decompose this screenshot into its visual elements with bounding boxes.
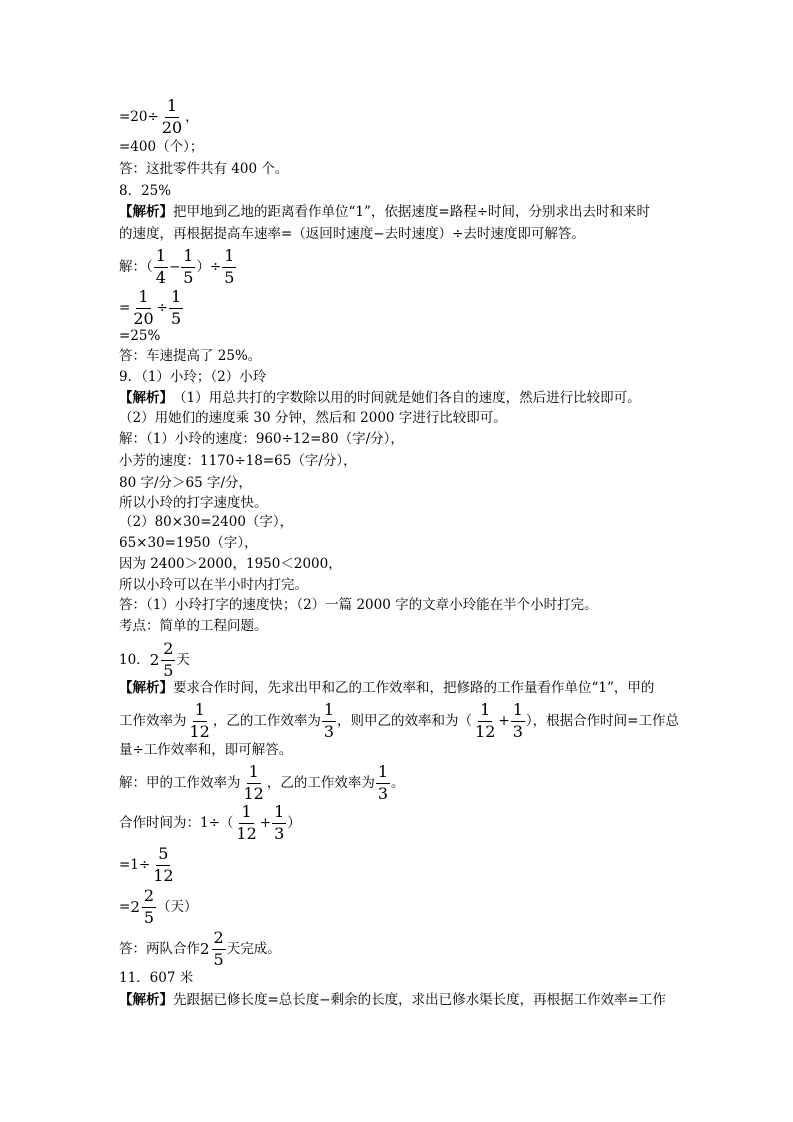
analysis-line: 的速度，再根据提高车速率=（返回时速度−去时速度）÷去时速度即可解答。 (119, 226, 585, 242)
solution-line: = 2 $\frac{2}{5}$ （天） (119, 886, 198, 927)
fraction: $\frac{2}{5}$ (213, 928, 224, 969)
analysis-line: 量÷工作效率和，即可解答。 (119, 742, 293, 758)
text: 先跟据已修长度=总长度−剩余的长度，求出已修水渠长度，再根据工作效率=工作 (173, 992, 666, 1008)
fraction: $\frac{1}{3}$ (274, 802, 285, 843)
fraction: $\frac{1}{12}$ (189, 700, 210, 741)
text: （1）用总共打的字数除以用的时间就是她们各自的速度，然后进行比较即可。 (173, 390, 641, 406)
fraction: $\frac{1}{20}$ (133, 287, 154, 328)
question-heading: 10． 2 $\frac{2}{5}$ 天 (119, 639, 190, 680)
question-heading: 11．607 米 (119, 970, 194, 986)
fraction: $\frac{1}{4}$ (155, 246, 166, 287)
calc-line: 解：（ $\frac{1}{4}$ − $\frac{1}{5}$ ）÷ $\frac{1}{5}$ (119, 246, 235, 287)
analysis-tag: 【解析】 (119, 992, 173, 1008)
analysis-line (119, 682, 654, 696)
fraction: $\frac{1}{3}$ (323, 700, 335, 741)
text: =20÷ (119, 108, 159, 125)
fraction: $\frac{1}{3}$ (512, 700, 523, 741)
solution-line: 所以小玲可以在半小时内打完。 (119, 577, 308, 593)
solution-line: 所以小玲的打字速度快。 (119, 495, 268, 511)
analysis-tag: 【解析】 (119, 390, 173, 406)
calc-line (119, 98, 199, 137)
solution-line: 65×30=1950（字）， (119, 535, 258, 551)
analysis-tag: 【解析】 (119, 204, 173, 220)
fraction: $\frac{2}{5}$ (143, 886, 155, 927)
solution-line: =1÷ $\frac{5}{12}$ (119, 844, 174, 885)
solution-line: 80 字/分＞65 字/分， (119, 475, 253, 491)
calc-line: = $\frac{1}{20}$ ÷ $\frac{1}{5}$ (119, 287, 182, 328)
solution-line: 小芳的速度：1170÷18=65（字/分）， (119, 453, 357, 469)
fraction: $\frac{1}{5}$ (170, 287, 182, 328)
solution-line: 合作时间为：1÷（ $\frac{1}{12}$ + $\frac{1}{3}$ ） (119, 802, 301, 843)
answer-line: 答：（1）小玲打字的速度快；（2）一篇 2000 字的文章小玲能在半个小时打完。 (119, 597, 598, 613)
fraction: $\frac{1}{20}$ (161, 96, 183, 137)
fraction: $\frac{2}{5}$ (163, 639, 174, 680)
analysis-line: 工作效率为 $\frac{1}{12}$ ，乙的工作效率为 $\frac{1}{3}$ ，则甲乙的效率和为（ $\frac{1}{12}$ + $\frac{1}{3}$ ），根据合作时间=工作总 (119, 700, 679, 741)
calc-line: =25% (119, 328, 161, 344)
keypoint-line: 考点：简单的工程问题。 (119, 618, 268, 634)
fraction: $\frac{1}{3}$ (377, 762, 389, 803)
analysis-line: （2）用她们的速度乘 30 分钟，然后和 2000 字进行比较即可。 (119, 410, 507, 426)
fraction: $\frac{1}{5}$ (224, 246, 235, 287)
analysis-line (119, 994, 666, 1008)
fraction: $\frac{1}{5}$ (183, 246, 194, 287)
solution-line: 解：（1）小玲的速度：960÷12=80（字/分）， (119, 431, 404, 447)
analysis-line (119, 206, 650, 220)
question-heading: 8．25% (119, 183, 172, 199)
analysis-tag: 【解析】 (119, 680, 173, 696)
text: 要求合作时间，先求出甲和乙的工作效率和，把修路的工作量看作单位“1”，甲的 (173, 680, 655, 696)
fraction: $\frac{1}{12}$ (243, 762, 264, 803)
solution-line: （2）80×30=2400（字）， (119, 514, 294, 530)
fraction: $\frac{1}{12}$ (475, 700, 496, 741)
fraction: $\frac{5}{12}$ (153, 844, 174, 885)
answer-line: 答：两队合作 2 $\frac{2}{5}$ 天完成。 (119, 928, 281, 969)
analysis-line (119, 392, 641, 406)
text: ， (185, 108, 199, 125)
solution-line: 因为 2400＞2000，1950＜2000， (119, 556, 342, 572)
answer-line: 答：车速提高了 25%。 (119, 348, 262, 364)
solution-line: 解：甲的工作效率为 $\frac{1}{12}$ ，乙的工作效率为 $\frac{1}{3}$ 。 (119, 762, 405, 803)
fraction: $\frac{1}{12}$ (236, 802, 257, 843)
answer-line: 答：这批零件共有 400 个。 (119, 161, 289, 177)
calc-line: =400（个）； (119, 139, 204, 155)
text: 把甲地到乙地的距离看作单位“1”，依据速度=路程÷时间，分别求出去时和来时 (173, 204, 651, 220)
question-heading: 9．（1）小玲；（2）小玲 (119, 369, 267, 385)
